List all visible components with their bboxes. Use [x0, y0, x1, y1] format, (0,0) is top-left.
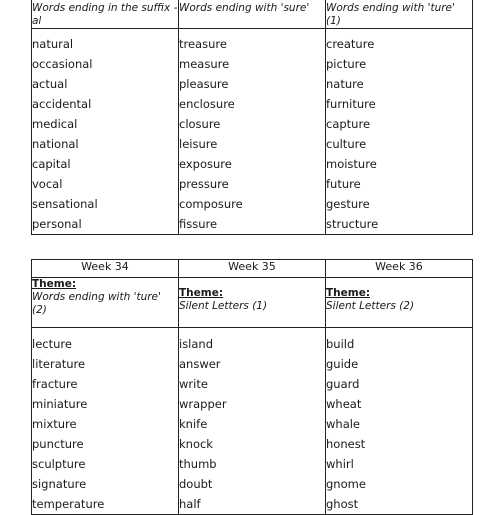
theme-text: Words ending with 'sure' — [179, 2, 310, 14]
word-item: thumb — [179, 457, 217, 471]
word-item: structure — [326, 217, 379, 231]
word-item: picture — [326, 57, 367, 71]
theme-cell — [326, 0, 473, 29]
word-list — [32, 34, 178, 234]
word-item: half — [179, 497, 201, 511]
word-item: build — [326, 337, 355, 351]
word-item: creature — [326, 37, 375, 51]
word-item: culture — [326, 137, 367, 151]
word-list-cell — [179, 29, 326, 235]
word-item: treasure — [179, 37, 227, 51]
word-item: lecture — [32, 337, 72, 351]
word-item: closure — [179, 117, 221, 131]
theme-cell — [32, 278, 179, 328]
word-item: miniature — [32, 397, 88, 411]
theme-label: Theme: — [179, 287, 224, 299]
word-item: medical — [32, 117, 78, 131]
word-list — [179, 334, 325, 514]
word-item: capture — [326, 117, 371, 131]
word-item: sensational — [32, 197, 98, 211]
word-item: fissure — [179, 217, 218, 231]
theme-row — [32, 278, 473, 328]
word-item: gesture — [326, 197, 370, 211]
word-item: nature — [326, 77, 364, 91]
theme-label: Theme: — [32, 278, 77, 290]
word-list-cell — [179, 328, 326, 515]
word-item: vocal — [32, 177, 63, 191]
theme-row — [32, 0, 473, 29]
theme-cell — [179, 278, 326, 328]
word-item: natural — [32, 37, 74, 51]
word-item: pressure — [179, 177, 229, 191]
word-item: doubt — [179, 477, 213, 491]
word-item: moisture — [326, 157, 377, 171]
word-item: wheat — [326, 397, 362, 411]
word-item: ghost — [326, 497, 359, 511]
words-row — [32, 328, 473, 515]
theme-text: Silent Letters (2) — [326, 300, 415, 312]
word-item: guide — [326, 357, 359, 371]
word-item: wrapper — [179, 397, 227, 411]
word-item: whale — [326, 417, 361, 431]
word-item: furniture — [326, 97, 376, 111]
theme-label: Theme: — [326, 287, 371, 299]
word-item: answer — [179, 357, 221, 371]
theme-text: Silent Letters (1) — [179, 300, 268, 312]
theme-cell — [326, 278, 473, 328]
theme-cell — [179, 0, 326, 29]
word-item: signature — [32, 477, 87, 491]
word-list — [179, 34, 325, 234]
word-item: actual — [32, 77, 68, 91]
word-item: leisure — [179, 137, 218, 151]
word-item: sculpture — [32, 457, 86, 471]
word-item: exposure — [179, 157, 232, 171]
theme-text: Words ending with 'ture' (1) — [326, 2, 455, 27]
word-item: knock — [179, 437, 213, 451]
word-list-cell — [326, 328, 473, 515]
word-list-cell — [32, 29, 179, 235]
word-list — [326, 334, 472, 514]
week-header: Week 35 — [179, 260, 326, 278]
word-item: puncture — [32, 437, 84, 451]
word-item: future — [326, 177, 361, 191]
word-item: guard — [326, 377, 360, 391]
word-item: write — [179, 377, 208, 391]
word-item: occasional — [32, 57, 93, 71]
word-list — [326, 34, 472, 234]
word-item: honest — [326, 437, 366, 451]
word-item: whirl — [326, 457, 354, 471]
word-item: fracture — [32, 377, 78, 391]
word-item: gnome — [326, 477, 366, 491]
word-item: measure — [179, 57, 230, 71]
word-item: national — [32, 137, 79, 151]
week-header: Week 34 — [32, 260, 179, 278]
word-item: capital — [32, 157, 71, 171]
word-item: island — [179, 337, 214, 351]
word-item: enclosure — [179, 97, 235, 111]
word-item: temperature — [32, 497, 105, 511]
week-header: Week 36 — [326, 260, 473, 278]
theme-text: Words ending in the suffix -al — [32, 2, 178, 27]
word-item: composure — [179, 197, 243, 211]
word-list-cell — [326, 29, 473, 235]
spelling-table-bottom — [31, 259, 473, 515]
word-item: pleasure — [179, 77, 229, 91]
theme-cell — [32, 0, 179, 29]
theme-text: Words ending with 'ture' (2) — [32, 291, 161, 316]
word-item: mixture — [32, 417, 77, 431]
word-item: personal — [32, 217, 82, 231]
week-header-row — [32, 260, 473, 278]
word-list-cell — [32, 328, 179, 515]
word-item: knife — [179, 417, 208, 431]
word-list — [32, 334, 178, 514]
words-row — [32, 29, 473, 235]
spelling-table-top — [31, 0, 473, 235]
word-item: literature — [32, 357, 86, 371]
word-item: accidental — [32, 97, 92, 111]
